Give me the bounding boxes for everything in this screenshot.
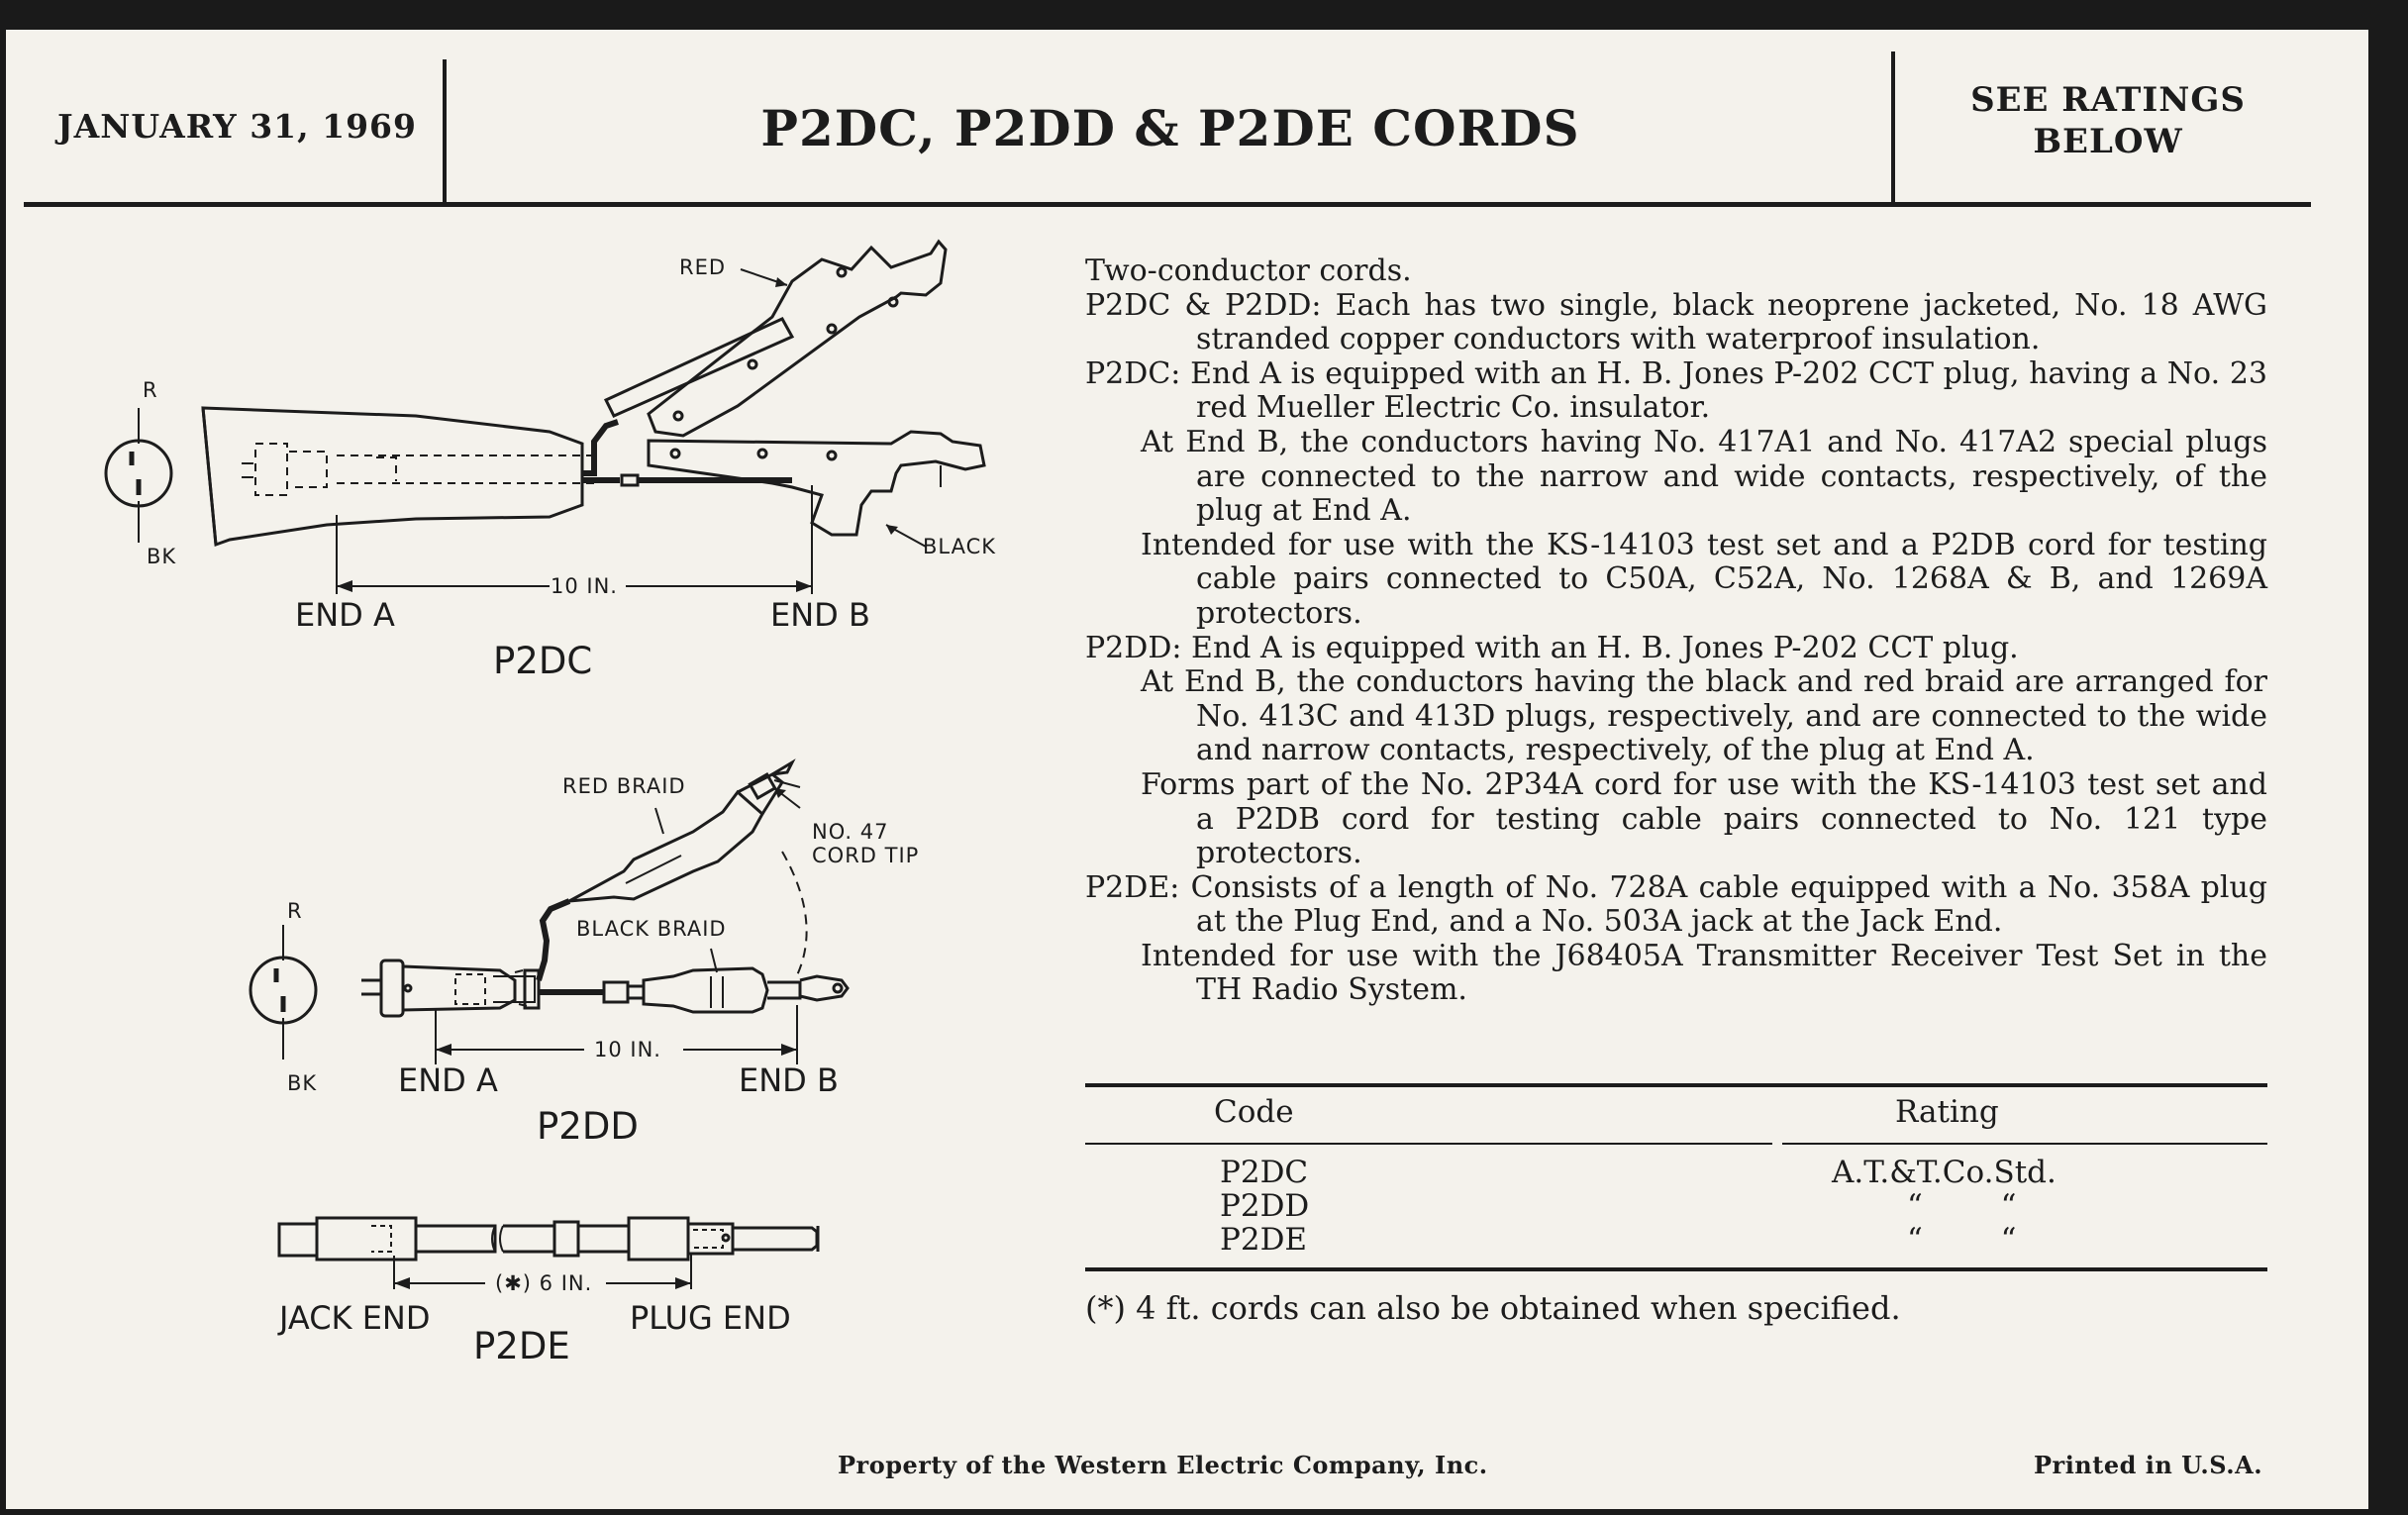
p2dd-black-braid-handle	[644, 968, 767, 1012]
desc-p2dc	[1085, 357, 2267, 426]
table-row-2-rating: “ “	[1907, 1188, 2017, 1224]
desc-p2dc-end-b: At End B, the conductors having No. 417A1 and No. 417A2 special plugs are connected to the narrow and wide contacts, respectively, of the plug at End A.	[1141, 424, 2267, 529]
page-edge	[2368, 30, 2408, 1509]
p2dc-red-clip	[606, 319, 792, 416]
issue-date: JANUARY 31, 1969	[57, 107, 417, 146]
p2dd-red-braid-label: RED BRAID	[562, 774, 686, 798]
footer-property: Property of the Western Electric Company, Inc.	[838, 1451, 1488, 1479]
desc-p2de-text: Consists of a length of No. 728A cable equipped with a No. 358A plug at the Plug End, and a No. 503A jack at the Jack End.	[1190, 869, 2267, 940]
p2de-jack-end-label: JACK END	[279, 1299, 431, 1337]
p2dc-r-label: R	[143, 378, 158, 402]
p2dd-length-label: 10 IN.	[594, 1038, 661, 1061]
p2dd-end-a-label: END A	[398, 1061, 498, 1099]
p2dd-contact-symbol-icon	[251, 958, 316, 1023]
table-top-rule	[1085, 1083, 2267, 1087]
p2dc-end-a-label: END A	[295, 596, 395, 634]
p2dc-bk-label: BK	[147, 545, 177, 568]
desc-p2dd-use: Forms part of the No. 2P34A cord for use with the KS-14103 test set and a P2DB cord for testing cable pairs connected to No. 121 type protectors.	[1141, 766, 2267, 871]
desc-p2dd	[1085, 632, 2267, 666]
desc-p2dc-p2dd-text: Each has two single, black neoprene jacketed, No. 18 AWG stranded copper conductors with waterproof insulation.	[1196, 287, 2267, 357]
p2dd-r-label: R	[287, 899, 303, 923]
cord-diagrams	[0, 0, 1069, 1406]
p2dd-plug-body	[403, 966, 515, 1010]
p2de-cable-left	[416, 1226, 495, 1252]
desc-p2dd-head: P2DD:	[1085, 630, 1182, 665]
table-row-1-code: P2DC	[1220, 1155, 1309, 1190]
desc-p2dc-text: End A is equipped with an H. B. Jones P-202 CCT plug, having a No. 23 red Mueller Electric Co. insulator.	[1190, 355, 2267, 426]
p2dd-plug-cap	[381, 960, 403, 1016]
p2dd-bk-label: BK	[287, 1071, 318, 1095]
p2dd-cord-tip-line1: NO. 47	[812, 820, 889, 844]
p2dd-black-braid-label: BLACK BRAID	[576, 917, 727, 941]
page-title: P2DC, P2DD & P2DE CORDS	[760, 99, 1580, 157]
p2de-plug-end-label: PLUG END	[630, 1299, 791, 1337]
table-row-3-code: P2DE	[1220, 1222, 1308, 1258]
desc-p2de	[1085, 871, 2267, 940]
desc-p2de-use: Intended for use with the J68405A Transmitter Receiver Test Set in the TH Radio System.	[1141, 938, 2267, 1008]
ratings-note-line2: BELOW	[2033, 122, 2183, 161]
p2de-jack-body	[317, 1218, 416, 1260]
p2de-figure-title: P2DE	[473, 1325, 570, 1367]
ratings-note	[1895, 79, 2321, 162]
desc-p2dc-use: Intended for use with the KS-14103 test set and a P2DB cord for testing cable pairs connected to C50A, C52A, No. 1268A & B, and 1269A protectors.	[1141, 527, 2267, 631]
table-row-2-code: P2DD	[1220, 1188, 1310, 1224]
desc-intro: Two-conductor cords.	[1085, 253, 1412, 288]
table-header-rule-right	[1782, 1143, 2267, 1145]
p2dc-plug-body	[203, 408, 582, 545]
desc-p2dc-p2dd	[1085, 289, 2267, 357]
p2dc-contact-symbol-icon	[106, 441, 171, 506]
p2dc-red-label: RED	[679, 255, 727, 279]
table-header-rule-left	[1085, 1143, 1772, 1145]
p2dd-figure-title: P2DD	[537, 1105, 639, 1148]
description	[1085, 254, 2267, 1008]
p2dd-red-braid-handle	[569, 792, 762, 901]
p2dd-cord-tip-line2: CORD TIP	[812, 844, 920, 867]
table-row-3-rating: “ “	[1907, 1222, 2017, 1258]
p2de-plug-tip	[733, 1228, 817, 1250]
ratings-note-line1: SEE RATINGS	[1970, 80, 2246, 120]
p2de-cable-right	[503, 1226, 554, 1252]
p2de-length-label: (✱) 6 IN.	[495, 1271, 593, 1295]
p2dd-end-b-label: END B	[739, 1061, 839, 1099]
table-row-1-rating: A.T.&T.Co.Std.	[1832, 1155, 2057, 1190]
desc-p2de-head: P2DE:	[1085, 869, 1180, 905]
table-header-rating: Rating	[1895, 1094, 1999, 1130]
footer-printed: Printed in U.S.A.	[2034, 1451, 2263, 1479]
p2dd-figure	[251, 762, 848, 1064]
table-bottom-rule	[1085, 1267, 2267, 1271]
table-header-code: Code	[1214, 1094, 1294, 1130]
p2de-jack-cap	[279, 1224, 317, 1256]
p2dc-end-b-label: END B	[770, 596, 870, 634]
p2dc-figure-title: P2DC	[493, 640, 593, 682]
desc-p2dd-text: End A is equipped with an H. B. Jones P-202 CCT plug.	[1191, 630, 2019, 665]
p2de-plug-collar	[688, 1224, 733, 1254]
p2de-plug-body	[629, 1218, 688, 1260]
desc-p2dc-p2dd-head: P2DC & P2DD:	[1085, 287, 1322, 323]
desc-p2dd-end-b: At End B, the conductors having the black and red braid are arranged for No. 413C and 413D plugs, respectively, and are connected to the wide and narrow contacts, respectively, of the plug at End A.	[1141, 664, 2267, 768]
footnote: (*) 4 ft. cords can also be obtained when specified.	[1085, 1289, 1901, 1327]
p2dc-black-label: BLACK	[923, 535, 997, 558]
desc-p2dc-head: P2DC:	[1085, 355, 1181, 391]
p2dc-length-label: 10 IN.	[551, 574, 618, 598]
p2dc-figure	[106, 242, 984, 594]
